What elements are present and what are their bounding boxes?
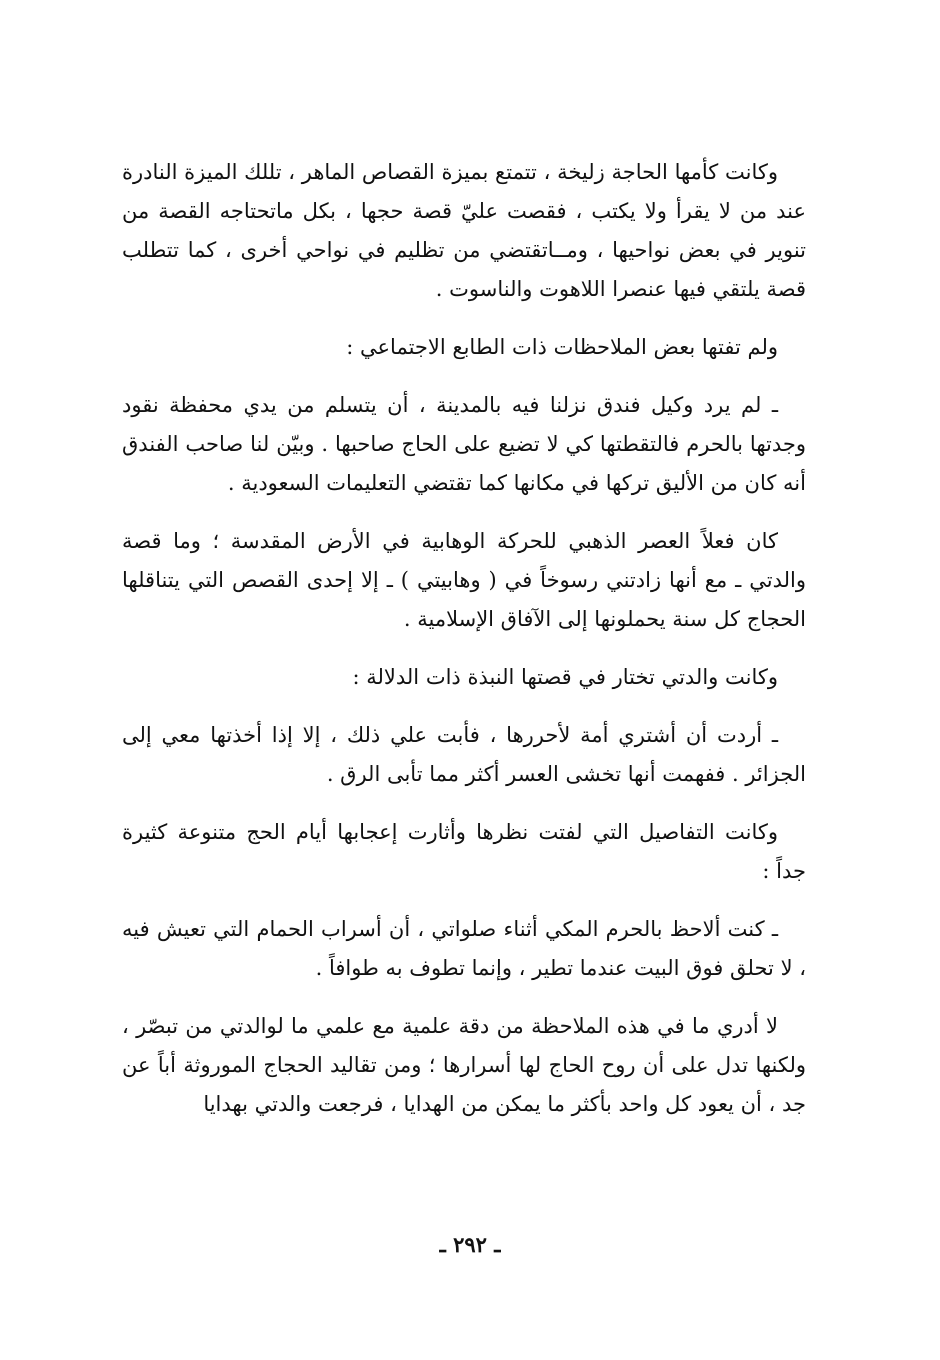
paragraph-5: وكانت والدتي تختار في قصتها النبذة ذات الدلالة : (352, 665, 778, 689)
paragraph-8: ـ كنت ألاحظ بالحرم المكي أثناء صلواتي ، أن أسراب الحمام التي تعيش فيه ، لا تحلق فوق البيت عندما تطير ، وإنما تطوف به طوافاً . (122, 917, 806, 980)
paragraph-6: ـ أردت أن أشتري أمة لأحررها ، فأبت علي ذلك ، إلا إذا أخذتها معي إلى الجزائر . ففهمت أنها تخشى العسر أكثر مما تأبى الرق . (122, 723, 806, 786)
paragraph-3: ـ لم يرد وكيل فندق نزلنا فيه بالمدينة ، أن يتسلم من يدي محفظة نقود وجدتها بالحرم فالتقطتها كي لا تضيع على الحاج صاحبها . وبيّن لنا صاحب الفندق أنه كان من الأليق تركها في مكانها كما تقتضي التعليمات السعودية . (122, 393, 806, 495)
paragraph-9: لا أدري ما في هذه الملاحظة من دقة علمية مع علمي ما لوالدتي من تبصّر ، ولكنها تدل على أن روح الحاج لها أسرارها ؛ ومن تقاليد الحجاج الموروثة أباً عن جد ، أن يعود كل واحد بأكثر ما يمكن من الهدايا ، فرجعت والدتي بهدايا (122, 1014, 806, 1116)
page-body-text (122, 153, 806, 1143)
page-number: ـ ٢٩٢ ـ (439, 1232, 501, 1257)
paragraph-2: ولم تفتها بعض الملاحظات ذات الطابع الاجتماعي : (346, 335, 778, 359)
paragraph-7: وكانت التفاصيل التي لفتت نظرها وأثارت إعجابها أيام الحج متنوعة كثيرة جداً : (122, 820, 806, 883)
paragraph-4: كان فعلاً العصر الذهبي للحركة الوهابية في الأرض المقدسة ؛ وما قصة والدتي ـ مع أنها زادتني رسوخاً في ( وهابيتي ) ـ إلا إحدى القصص التي يتناقلها الحجاج كل سنة يحملونها إلى الآفاق الإسلامية . (122, 529, 806, 631)
paragraph-1: وكانت كأمها الحاجة زليخة ، تتمتع بميزة القصاص الماهر ، تللك الميزة النادرة عند من لا يقرأ ولا يكتب ، فقصت عليّ قصة حجها ، بكل ماتحتاجه القصة من تنوير في بعض نواحيها ، ومــاتقتضي من تظليم في نواحي أخرى ، كما تتطلب قصة يلتقي فيها عنصرا اللاهوت والناسوت . (122, 160, 806, 301)
